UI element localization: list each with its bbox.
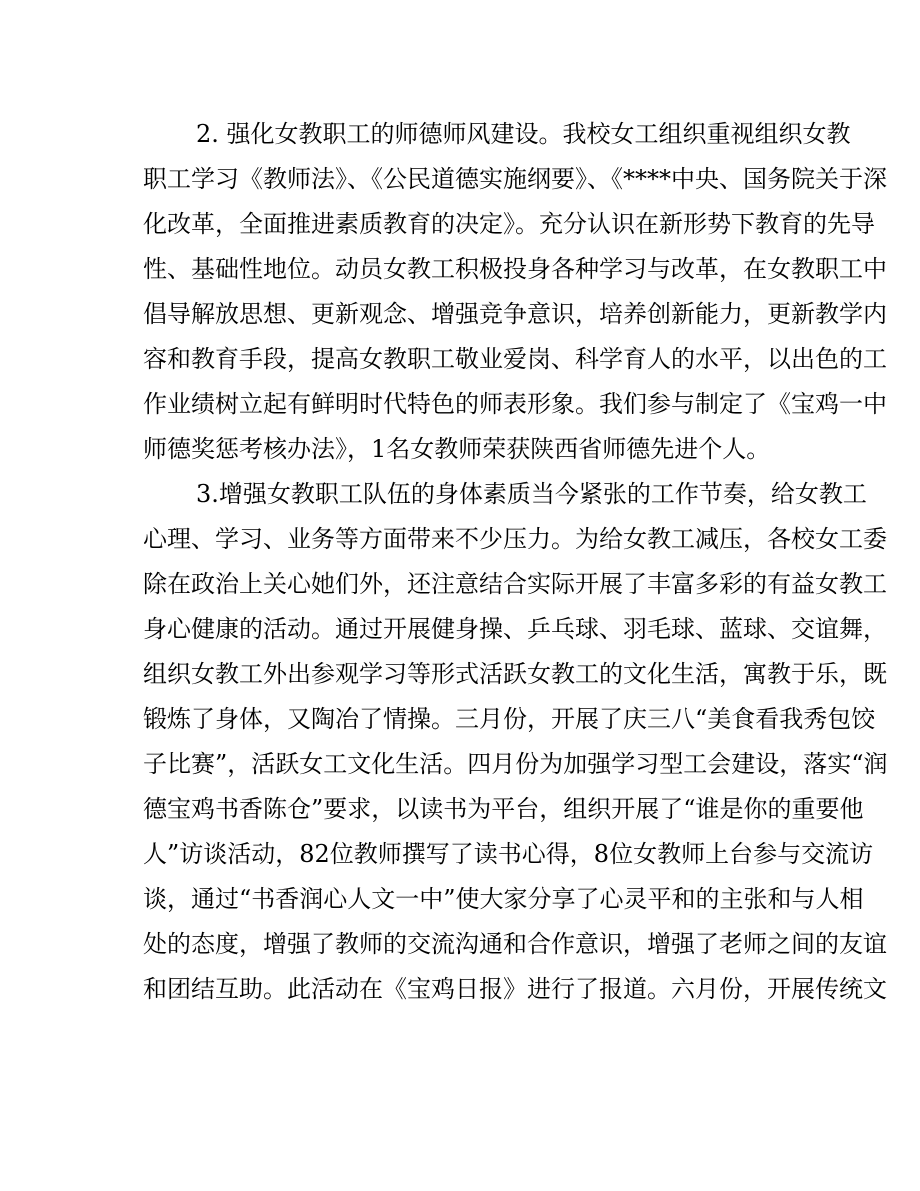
paragraph-line: 组织女教工外出参观学习等形式活跃女教工的文化生活，寓教于乐，既 [143, 660, 887, 688]
paragraph-line: 容和教育手段，提高女教职工敬业爱岗、科学育人的水平，以出色的工 [143, 345, 887, 373]
paragraph-line: 化改革，全面推进素质教育的决定》。充分认识在新形势下教育的先导 [143, 210, 875, 238]
paragraph-line: 和团结互助。此活动在《宝鸡日报》进行了报道。六月份，开展传统文 [143, 975, 887, 1003]
paragraph-line: 倡导解放思想、更新观念、增强竞争意识，培养创新能力，更新教学内 [143, 300, 887, 328]
paragraph-3 [143, 472, 888, 1012]
paragraph-line: 锻炼了身体，又陶冶了情操。三月份，开展了庆三八“美食看我秀包饺 [143, 705, 876, 733]
paragraph-line: 3.增强女教职工队伍的身体素质当今紧张的工作节奏，给女教工 [196, 480, 867, 508]
paragraph-line: 德宝鸡书香陈仓”要求，以读书为平台，组织开展了“谁是你的重要他 [143, 795, 864, 823]
paragraph-line: 师德奖惩考核办法》，1名女教师荣获陕西省师德先进个人。 [143, 435, 771, 463]
paragraph-line: 谈，通过“书香润心人文一中”使大家分享了心灵平和的主张和与人相 [143, 885, 864, 913]
paragraph-line: 作业绩树立起有鲜明时代特色的师表形象。我们参与制定了《宝鸡一中 [143, 390, 887, 418]
paragraph-line: 性、基础性地位。动员女教工积极投身各种学习与改革，在女教职工中 [143, 255, 887, 283]
paragraph-line: 2. 强化女教职工的师德师风建设。我校女工组织重视组织女教 [196, 120, 851, 148]
paragraph-line: 心理、学习、业务等方面带来不少压力。为给女教工减压，各校女工委 [143, 525, 887, 553]
paragraph-line: 身心健康的活动。通过开展健身操、乒乓球、羽毛球、蓝球、交谊舞， [143, 615, 887, 643]
paragraph-2 [143, 112, 887, 472]
document-body [143, 112, 888, 1012]
paragraph-line: 处的态度，增强了教师的交流沟通和合作意识，增强了老师之间的友谊 [143, 930, 887, 958]
paragraph-line: 人”访谈活动，82位教师撰写了读书心得，8位女教师上台参与交流访 [143, 840, 874, 868]
paragraph-line: 子比赛”，活跃女工文化生活。四月份为加强学习型工会建设，落实“润 [143, 750, 888, 778]
paragraph-line: 除在政治上关心她们外，还注意结合实际开展了丰富多彩的有益女教工 [143, 570, 887, 598]
paragraph-line: 职工学习《教师法》、《公民道德实施纲要》、《****中央、国务院关于深 [143, 165, 887, 193]
